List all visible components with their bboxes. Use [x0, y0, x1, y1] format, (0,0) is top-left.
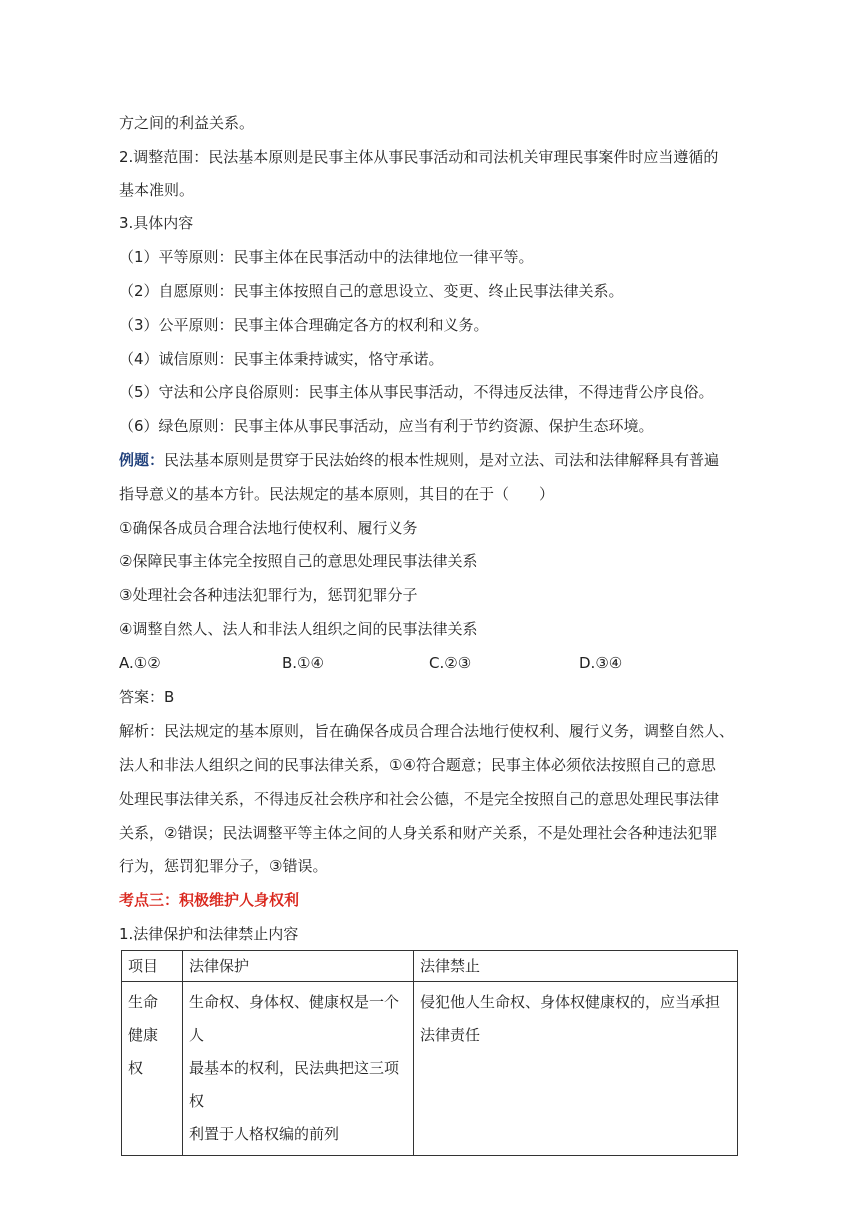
- header-cell: 项目: [122, 951, 183, 982]
- cell-line: 健康: [128, 1026, 159, 1044]
- text-line: （5）守法和公序良俗原则：民事主体从事民事活动，不得违反法律，不得违背公序良俗。: [119, 383, 714, 401]
- table-header-row: [122, 951, 738, 982]
- answer: 答案：B: [119, 688, 175, 706]
- header-cell: 法律禁止: [414, 951, 738, 982]
- cell-line: 法律责任: [420, 1026, 481, 1044]
- option-b: B.①④: [282, 654, 324, 672]
- example-item: ③处理社会各种违法犯罪行为，惩罚犯罪分子: [119, 586, 418, 604]
- text-line: 2.调整范围：民法基本原则是民事主体从事民事活动和司法机关审理民事案件时应当遵循的: [119, 148, 719, 166]
- analysis-line: 关系，②错误；民法调整平等主体之间的人身关系和财产关系，不是处理社会各种违法犯罪: [119, 824, 718, 842]
- text-line: 3.具体内容: [119, 214, 194, 232]
- example-label: 例题：: [119, 451, 165, 469]
- table-cell-prohibit: [414, 982, 738, 1156]
- table-cell-protect: [183, 982, 414, 1156]
- example-item: ④调整自然人、法人和非法人组织之间的民事法律关系: [119, 620, 478, 638]
- answer-options: [119, 653, 622, 673]
- option-c: C.②③: [429, 654, 472, 672]
- option-d: D.③④: [579, 654, 623, 672]
- text-line: （3）公平原则：民事主体合理确定各方的权利和义务。: [119, 316, 489, 334]
- cell-line: 权: [128, 1059, 144, 1077]
- text-line: （6）绿色原则：民事主体从事民事活动，应当有利于节约资源、保护生态环境。: [119, 417, 654, 435]
- table-title: 1.法律保护和法律禁止内容: [119, 925, 299, 943]
- cell-line: 侵犯他人生命权、身体权健康权的，应当承担: [420, 993, 721, 1011]
- section-heading: 考点三：积极维护人身权利: [119, 891, 300, 909]
- cell-line: 生命: [128, 993, 159, 1011]
- cell-line: 最基本的权利，民法典把这三项权: [189, 1059, 400, 1110]
- analysis-line: 处理民事法律关系，不得违反社会秩序和社会公德，不是完全按照自己的意思处理民事法律: [119, 790, 720, 808]
- example-text: 民法基本原则是贯穿于民法始终的根本性规则，是对立法、司法和法律解释具有普遍: [164, 451, 720, 469]
- law-table: [121, 950, 738, 1156]
- example-item: ②保障民事主体完全按照自己的意思处理民事法律关系: [119, 552, 478, 570]
- text-line: （4）诚信原则：民事主体秉持诚实，恪守承诺。: [119, 350, 444, 368]
- text-line: 基本准则。: [119, 181, 195, 199]
- example-question: [119, 450, 719, 470]
- table-cell-item: [122, 982, 183, 1156]
- option-a: A.①②: [119, 654, 161, 672]
- analysis-line: 法人和非法人组织之间的民事法律关系，①④符合题意；民事主体必须依法按照自己的意思: [119, 756, 716, 774]
- analysis-line: 行为，惩罚犯罪分子，③错误。: [119, 857, 328, 875]
- text-line: （2）自愿原则：民事主体按照自己的意思设立、变更、终止民事法律关系。: [119, 282, 624, 300]
- cell-line: 生命权、身体权、健康权是一个人: [189, 993, 400, 1044]
- text-line: 方之间的利益关系。: [119, 114, 255, 132]
- text-line: （1）平等原则：民事主体在民事活动中的法律地位一律平等。: [119, 248, 534, 266]
- cell-line: 利置于人格权编的前列: [189, 1125, 340, 1143]
- example-item: ①确保各成员合理合法地行使权利、履行义务: [119, 519, 418, 537]
- example-question-cont: 指导意义的基本方针。民法规定的基本原则，其目的在于（ ）: [119, 485, 555, 503]
- table-row: [122, 982, 738, 1156]
- analysis-line: 解析：民法规定的基本原则，旨在确保各成员合理合法地行使权利、履行义务，调整自然人、: [119, 722, 735, 740]
- header-cell: 法律保护: [183, 951, 414, 982]
